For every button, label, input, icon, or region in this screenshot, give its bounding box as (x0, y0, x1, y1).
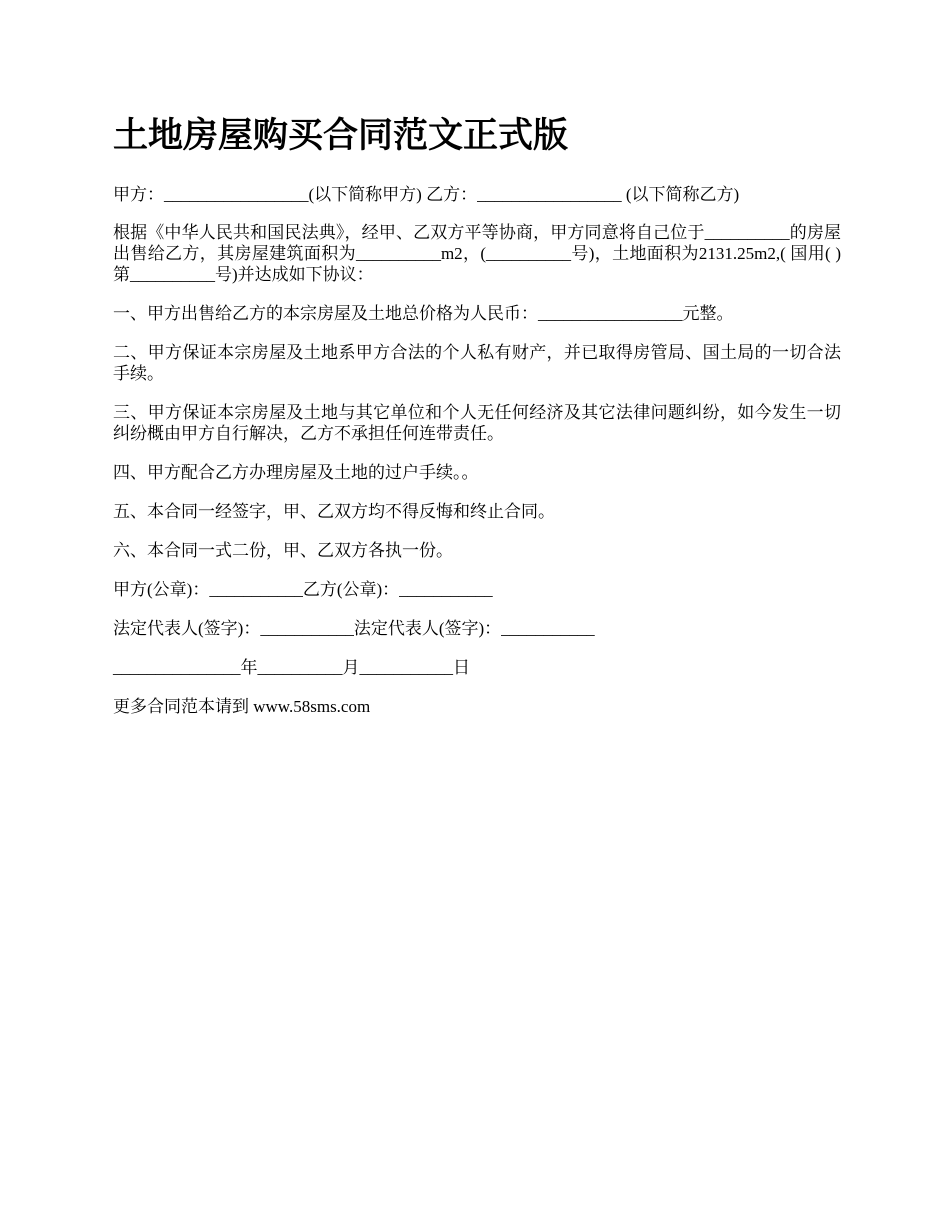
clause-3: 三、甲方保证本宗房屋及土地与其它单位和个人无任何经济及其它法律问题纠纷，如今发生一切纠纷概由甲方自行解决，乙方不承担任何连带责任。 (113, 403, 841, 443)
clause-1: 一、甲方出售给乙方的本宗房屋及土地总价格为人民币：_________________元整。 (113, 304, 734, 323)
parties-line: 甲方：_________________(以下简称甲方) 乙方：_________________ (以下简称乙方) (113, 185, 740, 204)
clause-2: 二、甲方保证本宗房屋及土地系甲方合法的个人私有财产，并已取得房管局、国土局的一切合法手续。 (113, 343, 841, 383)
footer-note: 更多合同范本请到 www.58sms.com (113, 697, 371, 716)
clause-6: 六、本合同一式二份，甲、乙双方各执一份。 (113, 541, 453, 560)
document-title: 土地房屋购买合同范文正式版 (113, 116, 569, 155)
clause-4: 四、甲方配合乙方办理房屋及土地的过户手续。。 (113, 463, 479, 482)
preamble-paragraph: 根据《中华人民共和国民法典》，经甲、乙双方平等协商，甲方同意将自己位于__________的房屋出售给乙方，其房屋建筑面积为__________m2，(__________号)，土地面积为2131.25m2,( 国用( )第__________号)并达成如下协议： (113, 223, 841, 284)
document-page (113, 110, 841, 735)
seal-line: 甲方(公章)：___________乙方(公章)：___________ (113, 580, 493, 599)
clause-5: 五、本合同一经签字，甲、乙双方均不得反悔和终止合同。 (113, 502, 555, 521)
signature-line: 法定代表人(签字)：___________法定代表人(签字)：___________ (113, 619, 595, 638)
date-line: _______________年__________月___________日 (113, 658, 470, 677)
